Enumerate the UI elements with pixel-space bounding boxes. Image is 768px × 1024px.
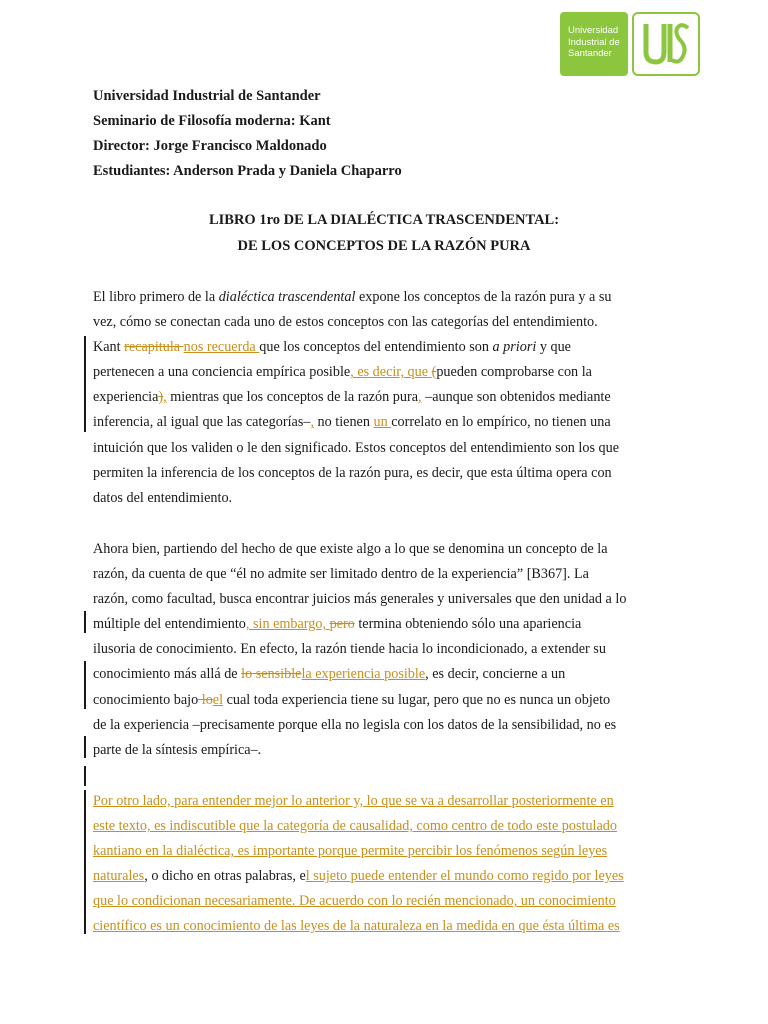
inserted-text: , xyxy=(163,389,167,406)
inserted-text: , sin embargo, xyxy=(245,616,330,633)
inserted-text: un xyxy=(373,414,392,431)
deleted-text: pero xyxy=(329,616,355,633)
deleted-text: ) xyxy=(158,389,164,406)
inserted-text: , es decir, que xyxy=(350,364,432,381)
inserted-text: l sujeto puede entender el mundo como regido por leyes xyxy=(305,868,624,885)
uis-emblem-icon xyxy=(632,12,700,76)
university-logo xyxy=(560,12,628,76)
logo-text-line3: Santander xyxy=(568,48,612,59)
deleted-text: lo sensible xyxy=(241,666,302,683)
paragraph-2: Ahora bien, partiendo del hecho de que existe algo a lo que se denomina un concepto de la razón, da cuenta de que “él no admite ser limitado dentro de la experiencia” [B367]. La razón, como facultad, busca encontrar juicios más generales y universales que den unidad a lo múltiple del entendimiento, sin embargo, pero termina obteniendo sólo una apariencia ilusoria de conocimiento. En efecto, la razón tiende hacia lo incondicionado, a extender su conocimiento más allá de lo sensiblela experiencia posible, es decir, concierne a un conocimiento bajo loel cual toda experiencia tiene su lugar, pero que no es nunca un objeto de la experiencia –precisamente porque ella no legisla con los datos de la sensibilidad, no es parte de la síntesis empírica–. xyxy=(93,541,627,758)
change-bar xyxy=(84,790,86,934)
change-bar xyxy=(84,661,86,709)
students-names: Estudiantes: Anderson Prada y Daniela Chaparro xyxy=(93,163,402,179)
logo-text-line1: Universidad xyxy=(568,25,619,36)
director-name: Director: Jorge Francisco Maldonado xyxy=(93,138,327,154)
document-title-line2: DE LOS CONCEPTOS DE LA RAZÓN PURA xyxy=(237,238,531,254)
paragraph-1: El libro primero de la dialéctica trascendental expone los conceptos de la razón pura y a su vez, cómo se conectan cada uno de estos conceptos con las categorías del entendimiento. Kant recapitula nos recuerda que los conceptos del entendimiento son a priori y que pertenecen a una conciencia empírica posible, es decir, que (pueden comprobarse con la experiencia), mientras que los conceptos de la razón pura, –aunque son obtenidos mediante inferencia, al igual que las categorías–, no tienen un correlato en lo empírico, no tienen una intuición que los validen o le den significado. Estos conceptos del entendimiento son los que permiten la inferencia de los conceptos de la razón pura, es decir, que esta última opera con datos del entendimiento. xyxy=(93,289,620,506)
seminar-name: Seminario de Filosofía moderna: Kant xyxy=(93,113,331,129)
inserted-text: la experiencia posible xyxy=(301,666,426,683)
inserted-text: , xyxy=(310,414,314,431)
document-title-line1: LIBRO 1ro DE LA DIALÉCTICA TRASCENDENTAL: xyxy=(208,212,560,228)
deleted-text: ( xyxy=(431,364,437,381)
paragraph-3: Por otro lado, para entender mejor lo anterior y, lo que se va a desarrollar posteriormente en este texto, es indiscutible que la categoría de causalidad, como centro de todo este postulado kantiano en la dialéctica, es importante porque permite percibir los fenómenos según leyes naturales, o dicho en otras palabras, el sujeto puede entender el mundo como regido por leyes que lo condicionan necesariamente. De acuerdo con lo recién mencionado, un conocimiento científico es un conocimiento de las leyes de la naturaleza en la medida en que ésta última es xyxy=(93,789,675,940)
inserted-text: , xyxy=(418,389,422,406)
inserted-text: científico es un conocimiento de las leyes de la naturaleza en la medida en que ésta última es xyxy=(93,918,620,935)
change-bar xyxy=(84,611,86,633)
university-name: Universidad Industrial de Santander xyxy=(93,88,321,104)
deleted-text: recapitula xyxy=(124,339,184,356)
inserted-text: el xyxy=(212,691,224,708)
logo-text-line2: Industrial de xyxy=(568,36,620,48)
change-bar xyxy=(84,766,86,786)
inserted-text: naturales xyxy=(93,868,145,885)
inserted-text: que lo condicionan necesariamente. De acuerdo con lo recién mencionado, un conocimiento xyxy=(93,893,616,910)
document-header xyxy=(93,86,693,186)
inserted-text: este texto, es indiscutible que la categoría de causalidad, como centro de todo este postulado xyxy=(93,818,617,835)
inserted-text: nos recuerda xyxy=(183,339,260,356)
inserted-text: Por otro lado, para entender mejor lo anterior y, lo que se va a desarrollar posteriormente en xyxy=(93,793,614,809)
change-bar xyxy=(84,336,86,432)
deleted-text: lo xyxy=(198,691,213,708)
change-bar xyxy=(84,736,86,758)
inserted-text: kantiano en la dialéctica, es importante porque permite percibir los fenómenos según leyes xyxy=(93,843,608,860)
